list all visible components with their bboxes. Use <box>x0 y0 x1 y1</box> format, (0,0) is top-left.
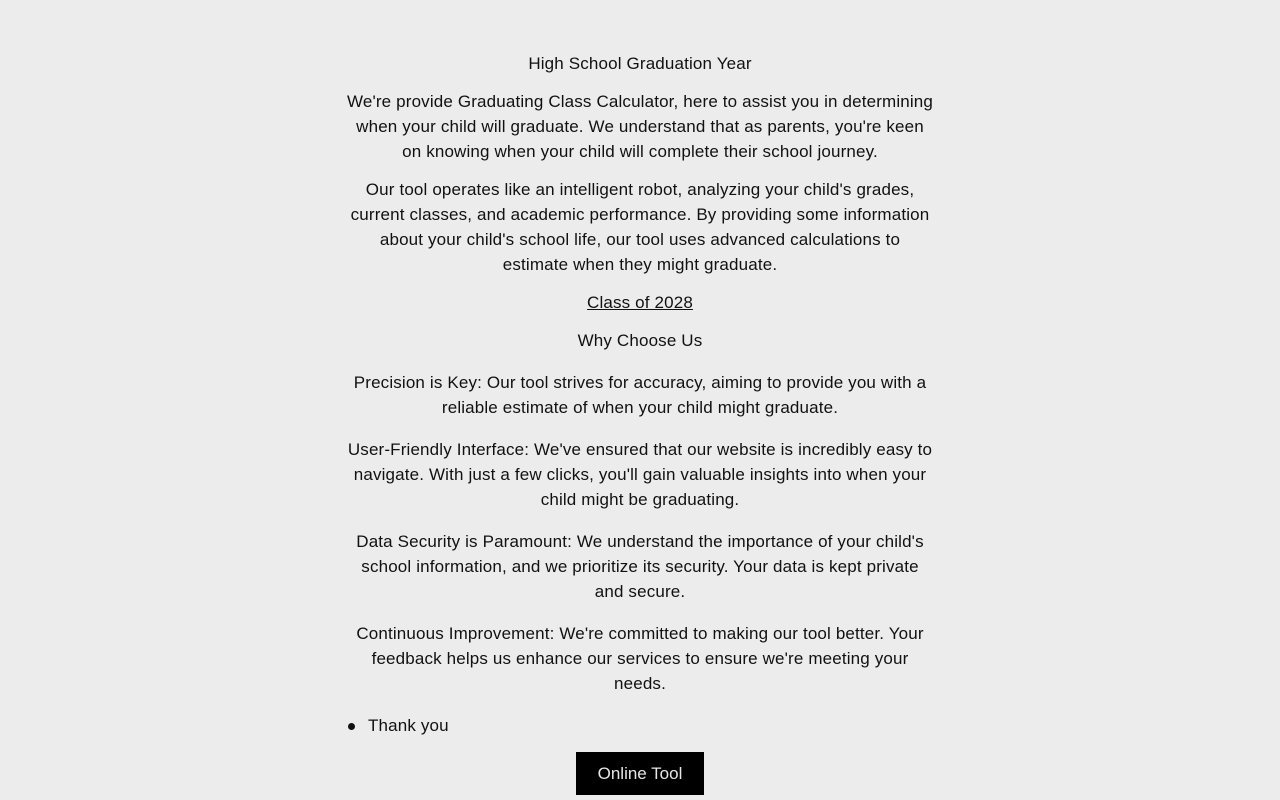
class-of-link[interactable]: Class of 2028 <box>587 293 693 312</box>
bullet-icon <box>348 723 355 730</box>
feature-data-security: Data Security is Paramount: We understand the importance of your child's school information, and we prioritize its security. Your data is kept private and secure. <box>356 532 924 601</box>
online-tool-button[interactable]: Online Tool <box>576 752 705 795</box>
thanks-text: Thank you <box>368 716 449 735</box>
feature-continuous-improvement: Continuous Improvement: We're committed to making our tool better. Your feedback helps us enhance our services to ensure we're meeting your needs. <box>356 624 924 693</box>
feature-precision: Precision is Key: Our tool strives for accuracy, aiming to provide you with a reliable estimate of when your child might graduate. <box>353 373 927 417</box>
main-content <box>345 51 935 795</box>
intro-paragraph-calculator: We're provide Graduating Class Calculator, here to assist you in determining when your child will graduate. We understand that as parents, you're keen on knowing when your child will complete their school journey. <box>346 92 933 161</box>
intro-paragraph-tool: Our tool operates like an intelligent robot, analyzing your child's grades, current classes, and academic performance. By providing some information about your child's school life, our tool uses advanced calculations to estimate when they might graduate. <box>350 180 930 274</box>
button-container <box>345 752 935 795</box>
page-title: High School Graduation Year <box>528 54 752 73</box>
why-choose-us-heading: Why Choose Us <box>577 331 703 350</box>
list-item <box>345 713 935 738</box>
feature-user-friendly: User-Friendly Interface: We've ensured that our website is incredibly easy to navigate. With just a few clicks, you'll gain valuable insights into when your child might be graduating. <box>347 440 933 509</box>
thanks-list <box>345 713 935 738</box>
